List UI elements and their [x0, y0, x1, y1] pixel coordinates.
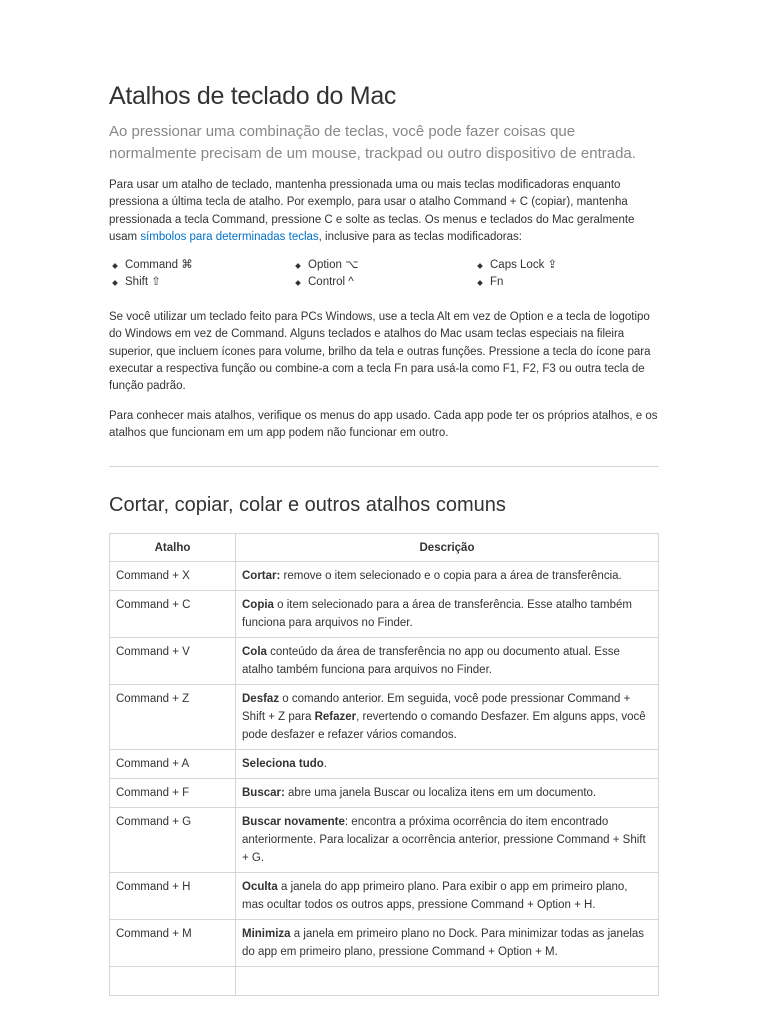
list-item: Option ⌥: [292, 257, 358, 274]
key-symbols-link[interactable]: símbolos para determinadas teclas: [140, 230, 319, 243]
modifier-keys-column: [109, 257, 193, 291]
table-row: [110, 779, 659, 808]
description-cell: [236, 920, 659, 967]
shortcut-cell: Command + M: [110, 920, 236, 967]
page-title: Atalhos de teclado do Mac: [109, 82, 397, 110]
intro-text: Ao pressionar uma combinação de teclas, você pode fazer coisas que normalmente precisam de um mouse, trackpad ou outro dispositivo de entrada.: [109, 123, 636, 162]
list-item: Shift ⇧: [109, 274, 193, 291]
table-row: [110, 591, 659, 638]
description-text-end: , revertendo o comando Desfazer. Em alguns apps, você pode desfazer e refazer vários comandos.: [242, 711, 646, 741]
shortcuts-table: [109, 533, 659, 996]
table-row: [110, 562, 659, 591]
section-divider: [109, 466, 659, 467]
description-cell: [236, 779, 659, 808]
action-name: Buscar:: [242, 787, 285, 799]
action-name-redo: Refazer: [314, 711, 357, 723]
description-text: conteúdo da área de transferência no app ou documento atual. Esse atalho também funciona para arquivos no Finder.: [242, 646, 620, 676]
shortcut-cell: Command + G: [110, 808, 236, 873]
shortcut-cell: Command + C: [110, 591, 236, 638]
description-text: : encontra a próxima ocorrência do item encontrado anteriormente. Para localizar a ocorrência anterior, pressione Command + Shift + G.: [242, 816, 646, 864]
table-row: [110, 638, 659, 685]
action-name: Cola: [242, 646, 267, 658]
action-name: Oculta: [242, 881, 278, 893]
table-row: [110, 750, 659, 779]
table-row: [110, 808, 659, 873]
shortcut-cell: Command + F: [110, 779, 236, 808]
description-text: remove o item selecionado e o copia para a área de transferência.: [280, 570, 622, 582]
description-cell: [236, 562, 659, 591]
more-shortcuts-paragraph: Para conhecer mais atalhos, verifique os menus do app usado. Cada app pode ter os próprios atalhos, e os atalhos que funcionam em um app podem não funcionar em outro.: [109, 410, 658, 440]
list-item: Control ^: [292, 274, 358, 291]
list-item: Command ⌘: [109, 257, 193, 274]
table-row: [110, 920, 659, 967]
action-name: Seleciona tudo: [242, 758, 324, 770]
table-row: [110, 685, 659, 750]
shortcut-cell: Command + H: [110, 873, 236, 920]
table-header-row: [110, 534, 659, 562]
action-name: Minimiza: [242, 928, 291, 940]
description-text: o comando anterior. Em seguida, você pode pressionar Command + Shift + Z para: [242, 693, 631, 723]
list-item: Fn: [474, 274, 557, 291]
instructions-text: Para usar um atalho de teclado, mantenha pressionada uma ou mais teclas modificadoras enquanto pressiona a última tecla de atalho. Por exemplo, para usar o atalho Command + C (copiar), mantenha pressionada a tecla Command, pressione C e solte as teclas. Os menus e teclados do Mac geralmente usam: [109, 179, 635, 243]
description-text: .: [323, 758, 327, 770]
description-text: abre uma janela Buscar ou localiza itens em um documento.: [284, 787, 597, 799]
table-row: [110, 967, 659, 996]
shortcut-cell: [110, 967, 236, 996]
description-text: a janela do app primeiro plano. Para exibir o app em primeiro plano, mas ocultar todos os outros apps, pressione Command + Option + H.: [242, 881, 628, 911]
action-name: Cortar:: [242, 570, 281, 582]
section-title: Cortar, copiar, colar e outros atalhos comuns: [109, 494, 506, 516]
description-text: a janela em primeiro plano no Dock. Para minimizar todas as janelas do app em primeiro plano, pressione Command + Option + M.: [242, 928, 645, 958]
column-header-shortcut: Atalho: [110, 534, 236, 562]
instructions-paragraph: [109, 177, 659, 246]
shortcut-cell: Command + X: [110, 562, 236, 591]
shortcut-cell: Command + Z: [110, 685, 236, 750]
list-item: Caps Lock ⇪: [474, 257, 557, 274]
description-cell: [236, 873, 659, 920]
description-cell: [236, 967, 659, 996]
modifier-keys-column: [474, 257, 557, 291]
windows-keyboard-paragraph: Se você utilizar um teclado feito para PCs Windows, use a tecla Alt em vez de Option e a tecla de logotipo do Windows em vez de Command. Alguns teclados e atalhos do Mac usam teclas especiais na fileira superior, que incluem ícones para volume, brilho da tela e outras funções. Pressione a tecla do ícone para executar a respectiva função ou combine-a com a tecla Fn para usá-la como F1, F2, F3 ou outra tecla de função padrão.: [109, 311, 651, 393]
description-cell: [236, 808, 659, 873]
description-cell: [236, 591, 659, 638]
description-text: o item selecionado para a área de transferência. Esse atalho também funciona para arquivos no Finder.: [242, 599, 632, 629]
description-cell: [236, 685, 659, 750]
action-name: Desfaz: [242, 693, 280, 705]
instructions-text-end: , inclusive para as teclas modificadoras:: [318, 230, 522, 243]
modifier-keys-column: [292, 257, 358, 291]
action-name: Copia: [242, 599, 274, 611]
table-row: [110, 873, 659, 920]
shortcut-cell: Command + A: [110, 750, 236, 779]
modifier-keys-list: [109, 257, 659, 293]
action-name: Buscar novamente: [242, 816, 345, 828]
shortcut-cell: Command + V: [110, 638, 236, 685]
description-cell: [236, 638, 659, 685]
column-header-description: Descrição: [236, 534, 659, 562]
description-cell: [236, 750, 659, 779]
